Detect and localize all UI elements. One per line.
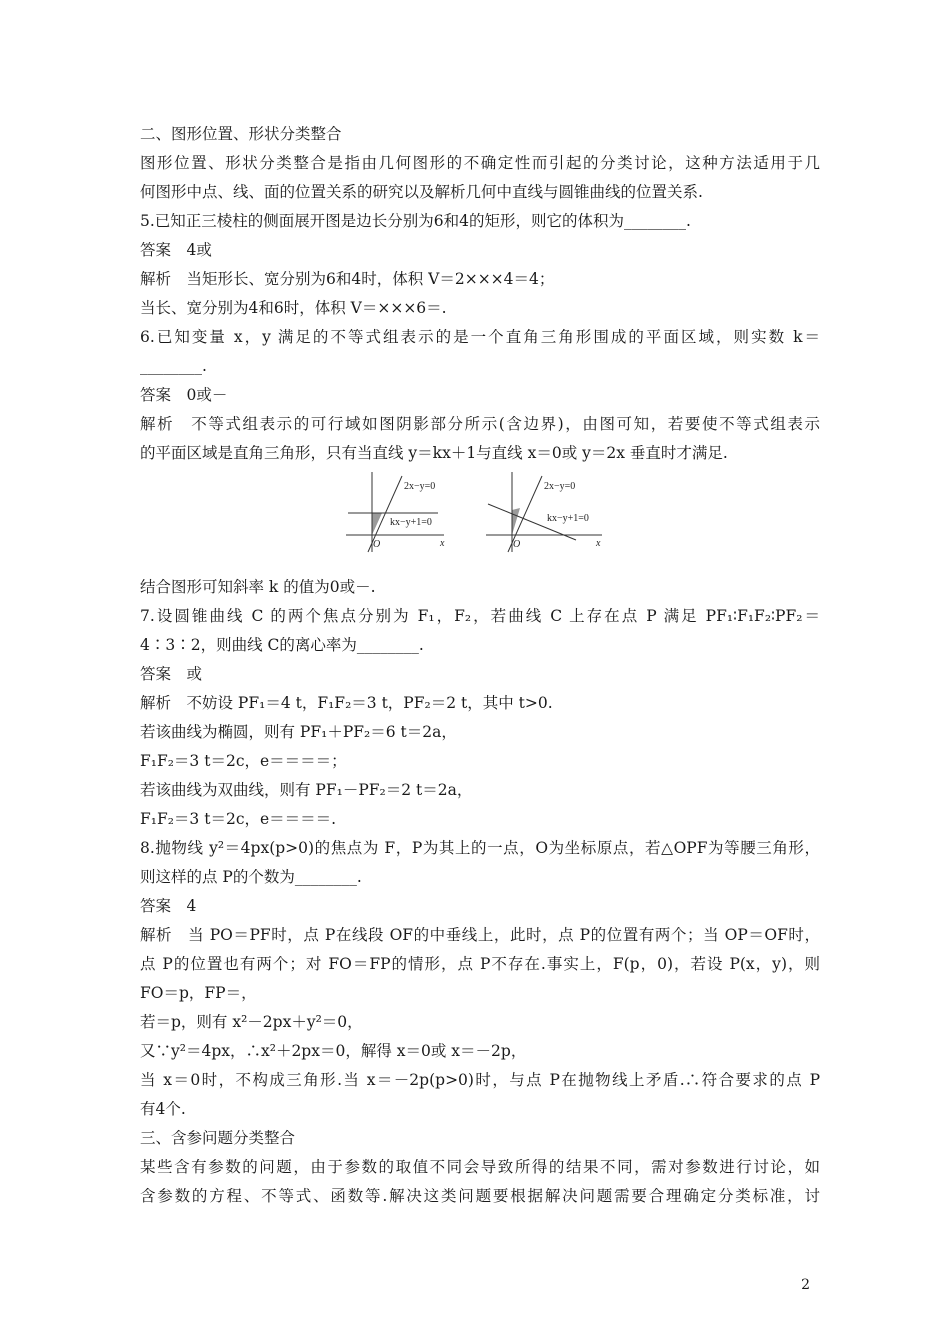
section-heading-3: 三、含参问题分类整合 xyxy=(140,1129,296,1147)
label-line1: 2x−y=0 xyxy=(544,481,576,492)
x-axis-label: x xyxy=(440,538,445,549)
solution-8-line: 又∵y²＝4px，∴x²＋2px＝0，解得 x＝0或 x＝－2p， xyxy=(140,1042,527,1060)
solution-6: 解析 不等式组表示的可行域如图阴影部分所示(含边界)，由图可知，若要使不等式组表示 xyxy=(140,415,820,433)
answer-7: 答案 或 xyxy=(140,665,203,683)
solution-7-line: F₁F₂＝3 t＝2c，e＝＝＝＝； xyxy=(140,752,347,770)
origin-label: O xyxy=(373,539,381,550)
label-line2: kx−y+1=0 xyxy=(390,517,432,528)
figure-left xyxy=(346,472,445,552)
solution-8-line: FO＝p，FP＝， xyxy=(140,984,257,1002)
solution-7-line: 若该曲线为椭圆，则有 PF₁＋PF₂＝6 t＝2a， xyxy=(140,723,457,741)
solution-8-line: 点 P的位置也有两个；对 FO＝FP的情形，点 P不存在.事实上，F(p，0)，若设 P(x，y)，则 xyxy=(140,955,820,973)
answer-5: 答案 4或 xyxy=(140,241,212,259)
solution-7: 解析 不妨设 PF₁＝4 t，F₁F₂＝3 t，PF₂＝2 t，其中 t>0. xyxy=(140,694,553,712)
origin-label: O xyxy=(513,539,521,550)
answer-8: 答案 4 xyxy=(140,897,197,915)
label-line1: 2x−y=0 xyxy=(404,481,436,492)
paragraph-line: 图形位置、形状分类整合是指由几何图形的不确定性而引起的分类讨论，这种方法适用于几 xyxy=(140,154,820,172)
paragraph-line: 含参数的方程、不等式、函数等.解决这类问题要根据解决问题需要合理确定分类标准，讨 xyxy=(140,1187,820,1205)
solution-7-line: 若该曲线为双曲线，则有 PF₁－PF₂＝2 t＝2a， xyxy=(140,781,473,799)
problem-6-blank: ________. xyxy=(140,357,207,375)
solution-8-line: 当 x＝0时，不构成三角形.当 x＝－2p(p>0)时，与点 P在抛物线上矛盾.∴符合要求的点 P xyxy=(140,1071,820,1089)
answer-6: 答案 0或－ xyxy=(140,386,228,404)
problem-7: 7.设圆锥曲线 C 的两个焦点分别为 F₁，F₂，若曲线 C 上存在点 P 满足 PF₁∶F₁F₂∶PF₂＝ xyxy=(140,607,820,625)
problem-8-line: 则这样的点 P的个数为________. xyxy=(140,868,362,886)
solution-7-line: F₁F₂＝3 t＝2c，e＝＝＝＝. xyxy=(140,810,337,828)
feasible-region-figure xyxy=(340,466,610,556)
problem-7-line: 4∶3∶2，则曲线 C的离心率为________. xyxy=(140,636,424,654)
shaded-region xyxy=(512,508,520,535)
solution-5-line: 当长、宽分别为4和6时，体积 V＝×××6＝. xyxy=(140,299,447,317)
section-heading-2: 二、图形位置、形状分类整合 xyxy=(140,125,342,143)
page-number: 2 xyxy=(801,1277,810,1293)
problem-5: 5.已知正三棱柱的侧面展开图是边长分别为6和4的矩形，则它的体积为________. xyxy=(140,212,691,230)
problem-8: 8.抛物线 y²＝4px(p>0)的焦点为 F，P为其上的一点，O为坐标原点，若△OPF为等腰三角形， xyxy=(140,839,820,857)
figure-right xyxy=(486,472,602,552)
paragraph-line: 某些含有参数的问题，由于参数的取值不同会导致所得的结果不同，需对参数进行讨论，如 xyxy=(140,1158,820,1176)
solution-8: 解析 当 PO＝PF时，点 P在线段 OF的中垂线上，此时，点 P的位置有两个；当 OP＝OF时， xyxy=(140,926,820,944)
solution-8-line: 有4个. xyxy=(140,1100,186,1118)
solution-6-line: 的平面区域是直角三角形，只有当直线 y＝kx＋1与直线 x＝0或 y＝2x 垂直时才满足. xyxy=(140,444,728,462)
x-axis-label: x xyxy=(596,538,601,549)
label-line2: kx−y+1=0 xyxy=(547,513,589,524)
solution-5: 解析 当矩形长、宽分别为6和4时，体积 V＝2×××4＝4； xyxy=(140,270,555,288)
conclusion-6: 结合图形可知斜率 k 的值为0或－. xyxy=(140,578,376,596)
paragraph-line: 何图形中点、线、面的位置关系的研究以及解析几何中直线与圆锥曲线的位置关系. xyxy=(140,183,703,201)
problem-6: 6.已知变量 x，y 满足的不等式组表示的是一个直角三角形围成的平面区域，则实数 k＝ xyxy=(140,328,820,346)
solution-8-line: 若＝p，则有 x²－2px＋y²＝0， xyxy=(140,1013,363,1031)
